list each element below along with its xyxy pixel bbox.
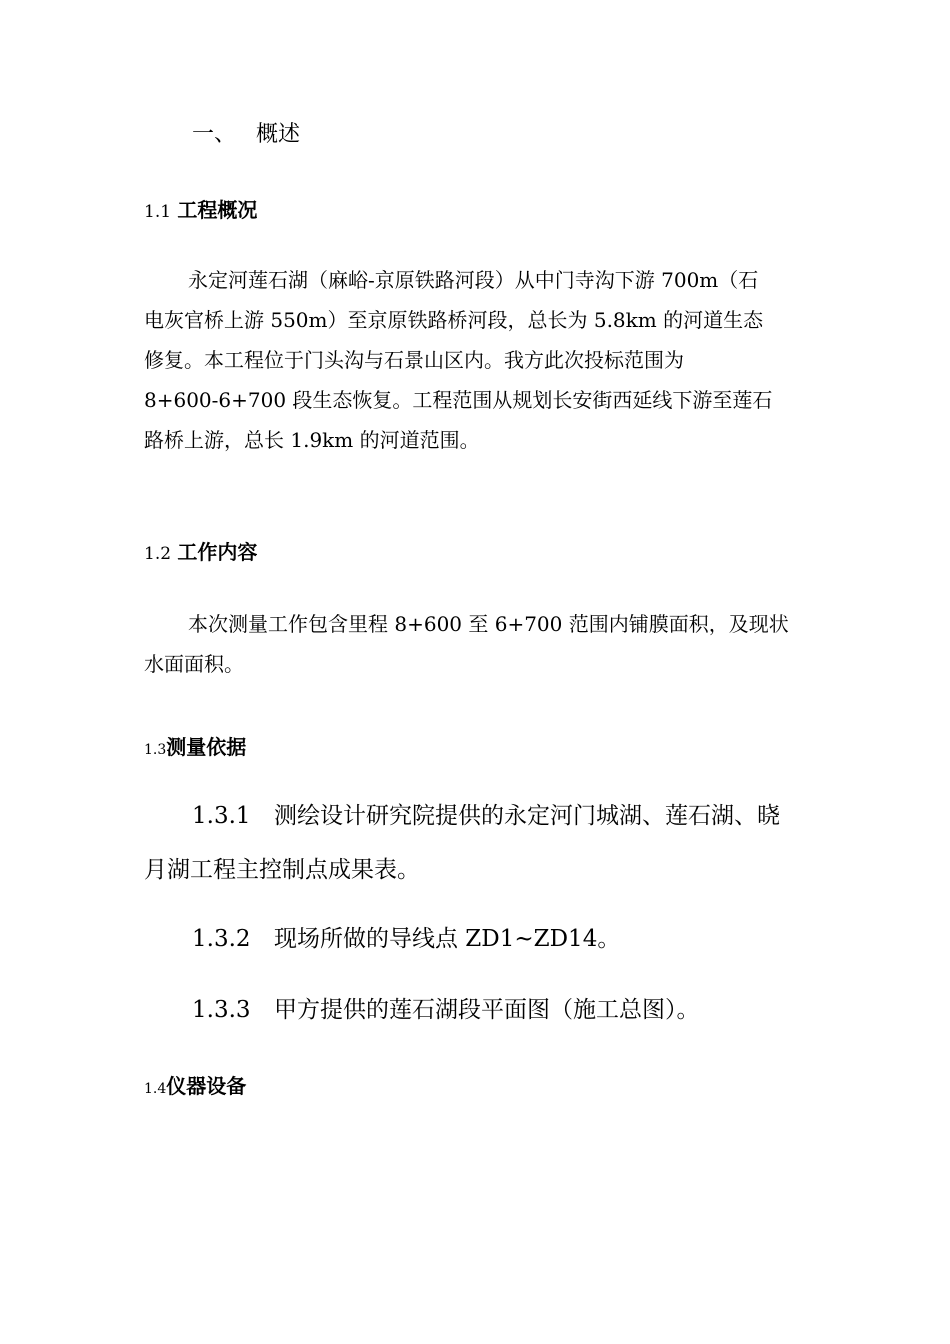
list-item-1-3-3 <box>144 983 809 1037</box>
section-number: 1.4 <box>144 1081 167 1097</box>
section-title: 仪器设备 <box>166 1074 247 1098</box>
item-text: 现场所做的导线点 ZD1~ZD14。 <box>274 926 621 952</box>
item-number: 1.3.3 <box>192 997 251 1023</box>
section-number: 1.2 <box>144 544 172 564</box>
item-text: 测绘设计研究院提供的永定河门城湖、莲石湖、晓 <box>274 803 780 829</box>
section-title: 工程概况 <box>177 198 258 222</box>
section-heading-1-4 <box>144 1071 246 1104</box>
paragraph-line: 电灰官桥上游 550m）至京原铁路桥河段，总长为 5.8km 的河道生态 <box>144 308 764 332</box>
paragraph-line: 8+600-6+700 段生态恢复。工程范围从规划长安街西延线下游至莲石 <box>144 388 773 412</box>
item-text: 甲方提供的莲石湖段平面图（施工总图）。 <box>274 997 700 1023</box>
chapter-number: 一、 <box>192 122 237 147</box>
chapter-heading <box>192 118 300 152</box>
paragraph-line: 永定河莲石湖（麻峪-京原铁路河段）从中门寺沟下游 700m（石 <box>188 268 759 292</box>
chapter-title: 概述 <box>256 122 301 147</box>
paragraph-line: 路桥上游，总长 1.9km 的河道范围。 <box>144 428 480 452</box>
list-item-1-3-2 <box>144 912 809 966</box>
section-heading-1-3 <box>144 732 246 765</box>
item-text: 月湖工程主控制点成果表。 <box>144 857 420 883</box>
section-heading-1-1 <box>144 195 257 227</box>
section-title: 测量依据 <box>166 735 247 759</box>
paragraph-line: 修复。本工程位于门头沟与石景山区内。我方此次投标范围为 <box>144 348 684 372</box>
paragraph-work-content <box>144 604 809 684</box>
item-number: 1.3.1 <box>192 803 251 829</box>
section-heading-1-2 <box>144 537 257 569</box>
paragraph-line: 水面面积。 <box>144 652 244 676</box>
section-number: 1.3 <box>144 742 167 758</box>
list-item-1-3-1 <box>144 789 809 897</box>
paragraph-project-overview <box>144 260 809 460</box>
section-title: 工作内容 <box>177 540 258 564</box>
paragraph-line: 本次测量工作包含里程 8+600 至 6+700 范围内铺膜面积，及现状 <box>188 612 789 636</box>
section-number: 1.1 <box>144 202 172 222</box>
item-number: 1.3.2 <box>192 926 251 952</box>
